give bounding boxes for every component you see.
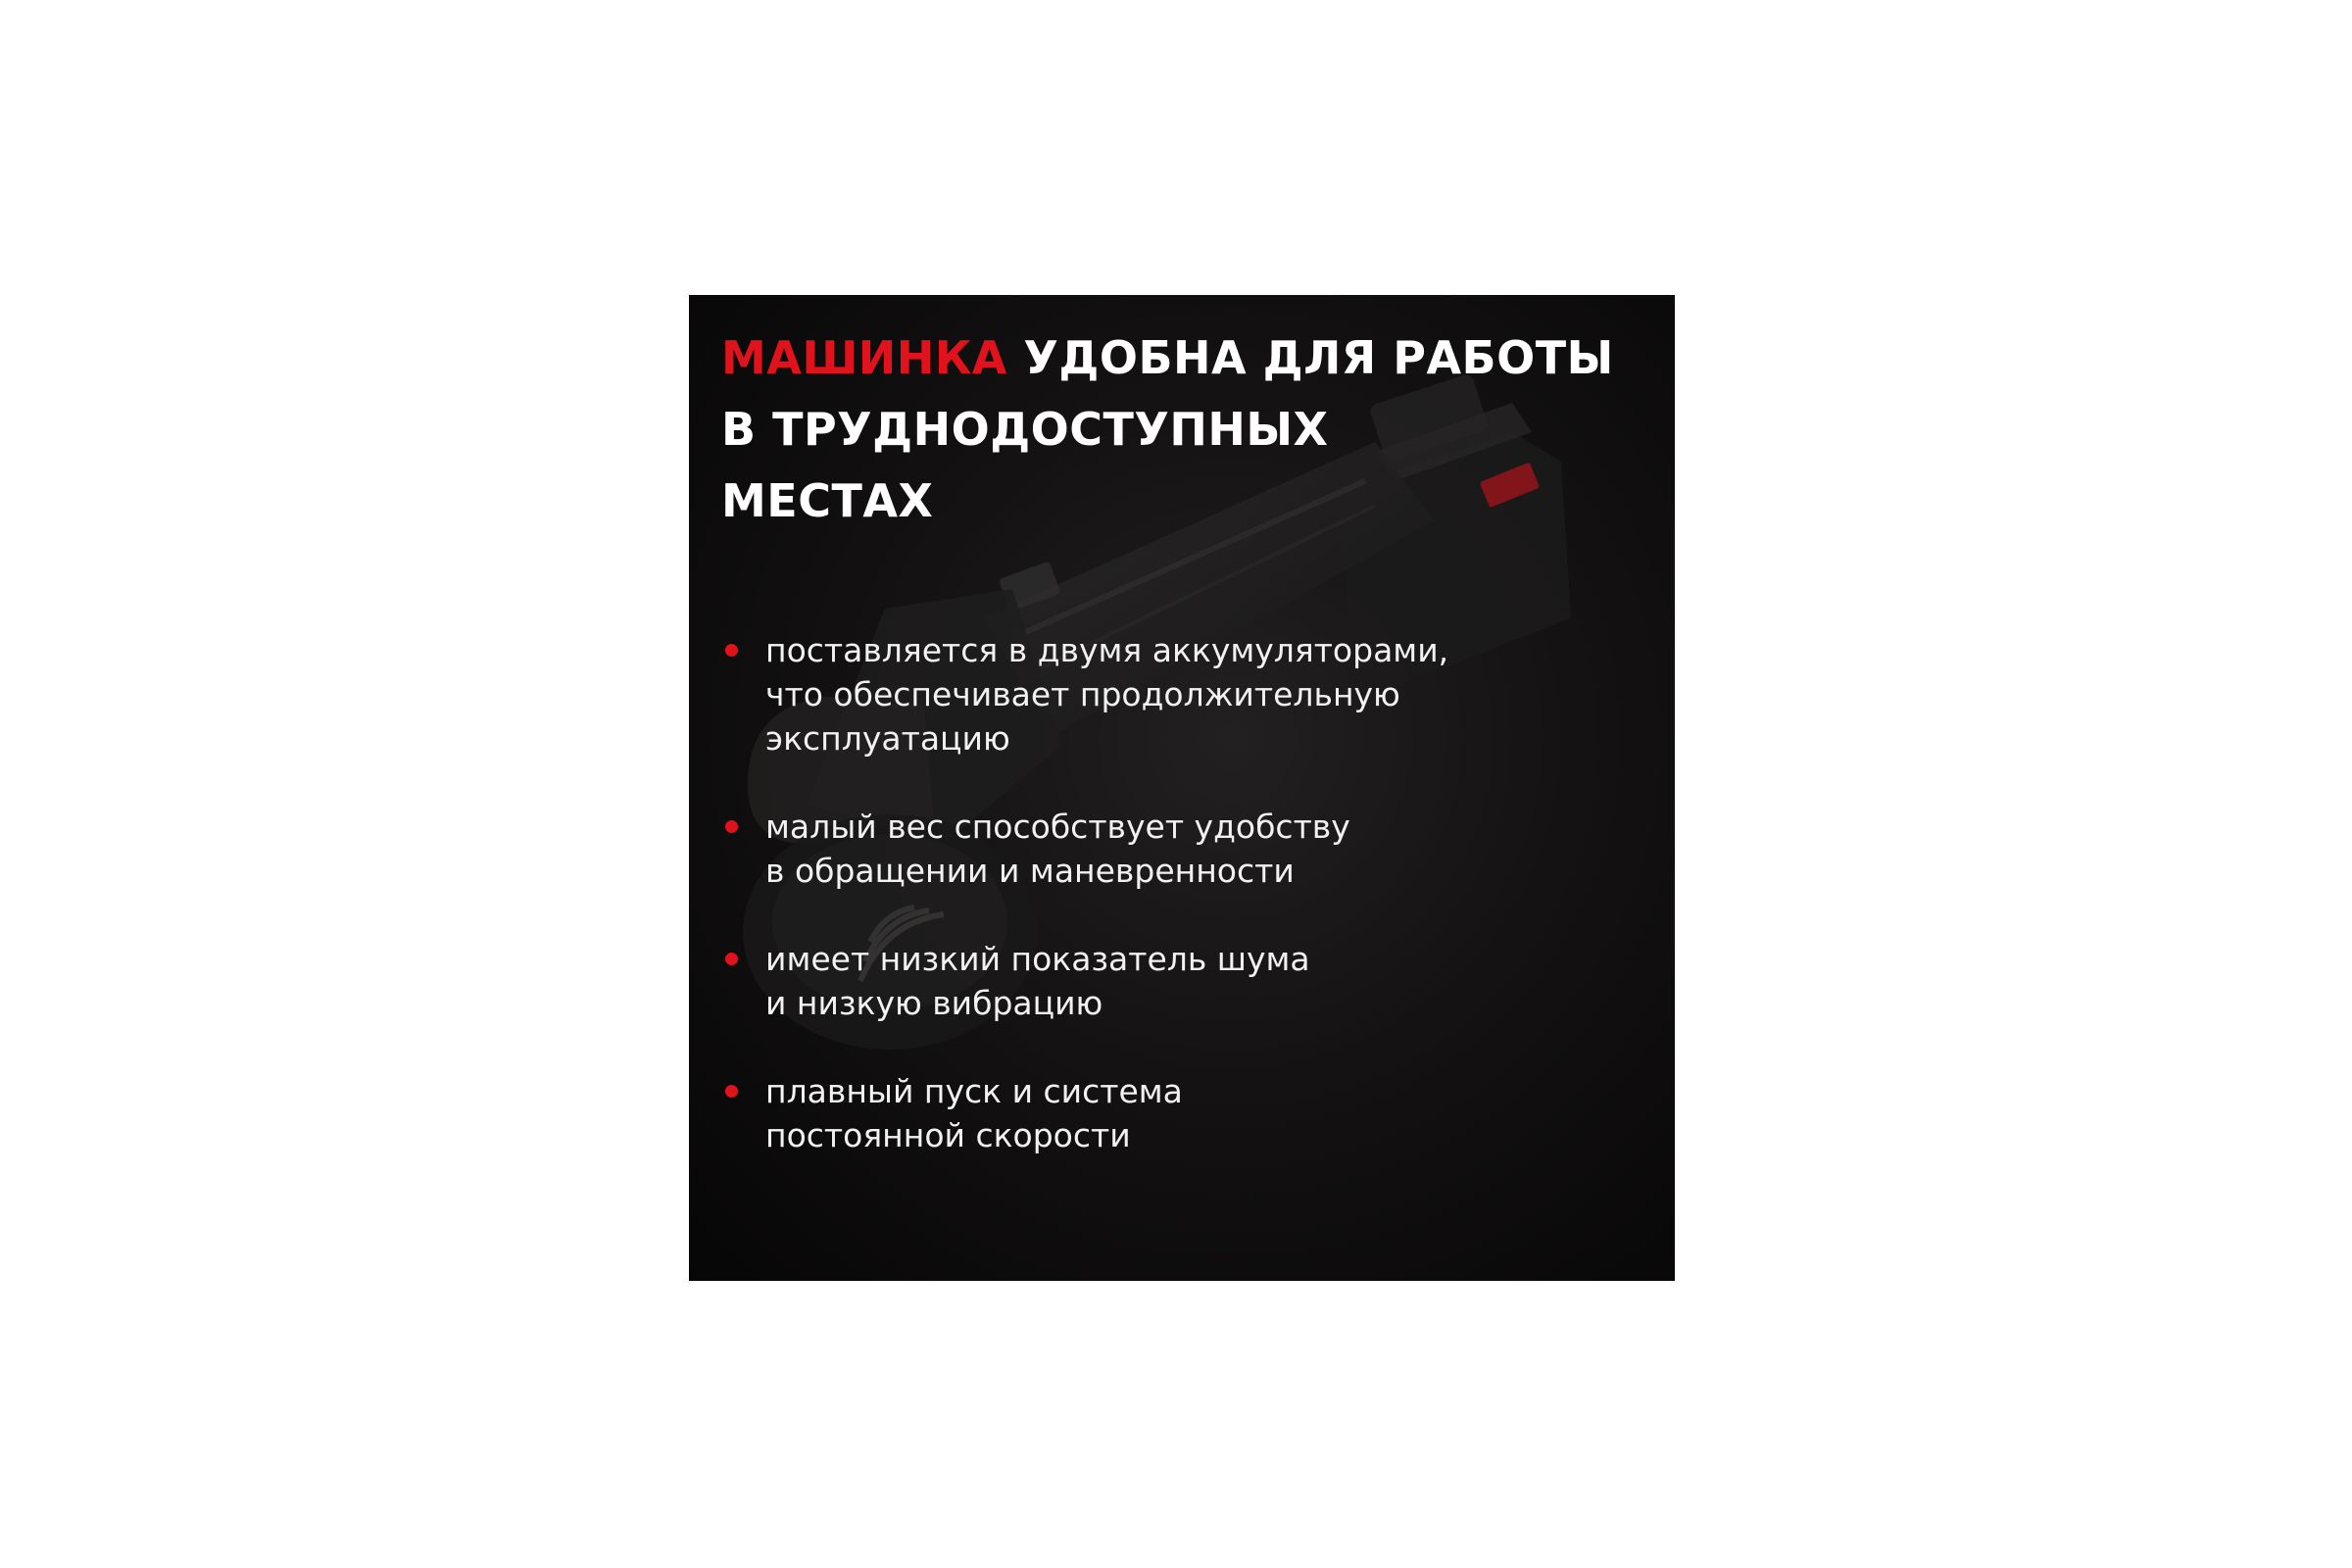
feature-text: плавный пуск и система постоянной скорости [765, 1072, 1183, 1154]
red-dot-icon [725, 644, 738, 657]
feature-text: имеет низкий показатель шума и низкую вибрацию [765, 940, 1310, 1022]
feature-item [721, 805, 1603, 893]
red-dot-icon [725, 953, 738, 965]
product-feature-card [689, 295, 1675, 1281]
feature-text: малый вес способствует удобству в обращении и маневренности [765, 808, 1350, 890]
headline-rest: УДОБНА ДЛЯ РАБОТЫ В ТРУДНОДОСТУПНЫХ МЕСТАХ [721, 331, 1614, 527]
feature-text: поставляется в двумя аккумуляторами, что обеспечивает продолжительную эксплуатацию [765, 631, 1449, 758]
feature-list [721, 628, 1603, 1201]
red-dot-icon [725, 820, 738, 833]
red-dot-icon [725, 1085, 738, 1098]
headline-accent: МАШИНКА [721, 331, 1007, 384]
feature-item [721, 1069, 1603, 1157]
feature-item [721, 628, 1603, 760]
feature-item [721, 937, 1603, 1025]
headline [721, 322, 1652, 537]
